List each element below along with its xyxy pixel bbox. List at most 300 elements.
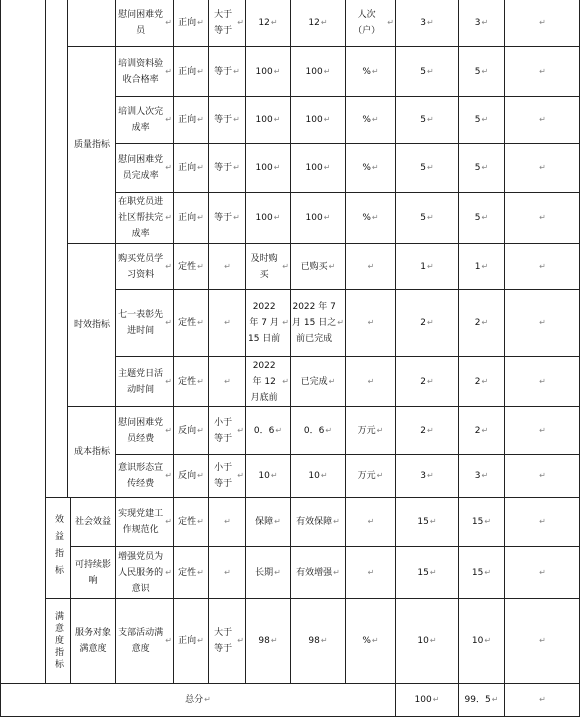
target-cell xyxy=(246,547,290,598)
score-cell xyxy=(459,498,504,546)
score-cell xyxy=(459,547,504,598)
direction-cell xyxy=(174,455,208,497)
return-mark: ↵ xyxy=(224,318,231,327)
return-mark: ↵ xyxy=(427,425,434,435)
target-text: 100 xyxy=(255,115,273,125)
return-mark: ↵ xyxy=(197,318,204,327)
score-cell xyxy=(459,47,504,96)
direction-cell xyxy=(174,47,208,96)
return-mark: ↵ xyxy=(320,18,328,27)
operator-cell xyxy=(209,144,245,192)
note-cell xyxy=(505,47,579,96)
return-mark: ↵ xyxy=(197,425,204,435)
actual-text: 已完成 xyxy=(300,376,328,387)
return-mark: ↵ xyxy=(427,261,434,271)
return-mark: ↵ xyxy=(224,567,231,577)
indicator-text: 慰问困难党员 xyxy=(118,10,164,36)
level2-service-label: 服务对象满意度 xyxy=(75,628,112,654)
indicator-cell xyxy=(116,357,173,406)
direction-cell xyxy=(174,244,208,289)
weight-cell xyxy=(396,290,458,356)
return-mark: ↵ xyxy=(376,471,384,480)
weight-cell xyxy=(396,357,458,406)
target-cell xyxy=(246,97,290,143)
score-text: 2 xyxy=(474,376,481,387)
weight-text: 5 xyxy=(420,115,427,125)
indicator-text: 在职党员进社区帮扶完成率 xyxy=(118,197,164,239)
direction-cell xyxy=(174,97,208,143)
target-cell xyxy=(246,407,290,454)
return-mark: ↵ xyxy=(539,567,546,577)
score-text: 10 xyxy=(471,636,484,646)
operator-cell xyxy=(209,599,245,683)
target-text: 100 xyxy=(255,213,273,223)
level2-sustainable xyxy=(74,547,112,598)
actual-cell xyxy=(291,244,345,289)
return-mark: ↵ xyxy=(197,18,204,27)
return-mark: ↵ xyxy=(539,318,546,327)
indicator-cell xyxy=(116,407,173,454)
unit-text: % xyxy=(362,636,371,646)
return-mark: ↵ xyxy=(273,213,281,222)
actual-text: 有效增强 xyxy=(296,567,333,578)
indicator-cell xyxy=(116,0,173,46)
indicator-cell xyxy=(116,144,173,192)
operator-cell xyxy=(209,357,245,406)
direction-text: 定性 xyxy=(178,567,197,578)
return-mark: ↵ xyxy=(333,567,340,577)
actual-cell xyxy=(291,97,345,143)
return-mark: ↵ xyxy=(539,115,546,124)
return-mark: ↵ xyxy=(427,18,434,27)
return-mark: ↵ xyxy=(165,213,172,222)
return-mark: ↵ xyxy=(429,517,437,526)
operator-text: 大于等于 xyxy=(214,10,233,36)
unit-cell xyxy=(346,599,395,683)
return-mark: ↵ xyxy=(484,636,492,645)
return-mark: ↵ xyxy=(237,636,244,645)
return-mark: ↵ xyxy=(367,517,375,526)
target-cell xyxy=(246,455,290,497)
return-mark: ↵ xyxy=(427,66,434,76)
indicator-text: 增强党员为人民服务的意识 xyxy=(118,551,164,594)
indicator-text: 实现党建工作规范化 xyxy=(118,509,164,535)
actual-text: 已购买 xyxy=(300,261,328,272)
indicator-text: 支部活动满意度 xyxy=(118,628,164,654)
actual-cell xyxy=(291,47,345,96)
target-cell xyxy=(246,144,290,192)
score-text: 2 xyxy=(474,318,481,328)
return-mark: ↵ xyxy=(539,18,546,27)
operator-cell xyxy=(209,290,245,356)
return-mark: ↵ xyxy=(539,66,546,76)
operator-cell xyxy=(209,193,245,243)
weight-cell xyxy=(396,0,458,46)
note-cell xyxy=(505,144,579,192)
return-mark: ↵ xyxy=(273,66,281,76)
indicator-cell xyxy=(116,47,173,96)
operator-text: 小于等于 xyxy=(214,463,233,489)
actual-cell xyxy=(291,455,345,497)
target-cell xyxy=(246,599,290,683)
unit-cell xyxy=(346,290,395,356)
return-mark: ↵ xyxy=(165,636,172,645)
direction-cell xyxy=(174,290,208,356)
indicator-cell xyxy=(116,455,173,497)
level1-satisfaction xyxy=(46,599,70,683)
score-cell xyxy=(459,407,504,454)
return-mark: ↵ xyxy=(275,425,283,435)
indicator-cell xyxy=(116,547,173,598)
actual-cell xyxy=(291,0,345,46)
weight-text: 15 xyxy=(417,567,429,578)
actual-text: 100 xyxy=(305,115,323,125)
target-text: 10 xyxy=(258,471,270,481)
indicator-text: 培训资料验收合格率 xyxy=(118,58,164,85)
return-mark: ↵ xyxy=(197,66,204,76)
direction-text: 定性 xyxy=(178,517,197,527)
indicator-cell xyxy=(116,244,173,289)
total-weight-cell xyxy=(396,684,458,716)
return-mark: ↵ xyxy=(491,695,499,704)
return-mark: ↵ xyxy=(197,115,204,124)
target-cell xyxy=(246,244,290,289)
target-text: 2022 年 12 月底前 xyxy=(250,360,278,403)
return-mark: ↵ xyxy=(233,163,240,172)
return-mark: ↵ xyxy=(197,213,204,222)
operator-text: 等于 xyxy=(214,163,233,173)
total-label-cell xyxy=(1,684,395,716)
score-cell xyxy=(459,357,504,406)
return-mark: ↵ xyxy=(224,517,231,526)
operator-cell xyxy=(209,0,245,46)
unit-cell xyxy=(346,0,395,46)
return-mark: ↵ xyxy=(165,261,172,271)
actual-cell xyxy=(291,357,345,406)
score-text: 3 xyxy=(474,18,481,28)
operator-cell xyxy=(209,547,245,598)
return-mark: ↵ xyxy=(539,376,546,386)
return-mark: ↵ xyxy=(282,318,289,327)
unit-text: % xyxy=(362,66,371,77)
actual-text: 98 xyxy=(308,636,320,646)
target-cell xyxy=(246,357,290,406)
weight-cell xyxy=(396,599,458,683)
return-mark: ↵ xyxy=(237,471,244,480)
return-mark: ↵ xyxy=(481,163,489,172)
return-mark: ↵ xyxy=(323,115,331,124)
unit-cell xyxy=(346,455,395,497)
note-cell xyxy=(505,547,579,598)
level2-quality-label: 质量指标 xyxy=(73,140,110,150)
level2-cost-label: 成本指标 xyxy=(73,447,110,457)
direction-cell xyxy=(174,547,208,598)
return-mark: ↵ xyxy=(367,376,375,386)
weight-cell xyxy=(396,547,458,598)
indicator-cell xyxy=(116,498,173,546)
return-mark: ↵ xyxy=(484,567,492,577)
direction-text: 正向 xyxy=(178,115,197,125)
return-mark: ↵ xyxy=(481,425,489,435)
return-mark: ↵ xyxy=(328,376,336,386)
direction-text: 定性 xyxy=(178,261,197,272)
direction-cell xyxy=(174,599,208,683)
weight-text: 3 xyxy=(420,471,427,481)
target-cell xyxy=(246,290,290,356)
indicator-text: 培训人次完成率 xyxy=(118,107,164,133)
note-cell xyxy=(505,407,579,454)
return-mark: ↵ xyxy=(376,425,384,435)
return-mark: ↵ xyxy=(427,213,434,222)
target-text: 100 xyxy=(255,66,273,77)
target-text: 长期 xyxy=(255,567,274,578)
direction-cell xyxy=(174,0,208,46)
unit-text: 人次（户） xyxy=(353,10,381,36)
return-mark: ↵ xyxy=(371,636,379,645)
weight-cell xyxy=(396,455,458,497)
return-mark: ↵ xyxy=(237,18,244,27)
return-mark: ↵ xyxy=(320,471,328,480)
direction-cell xyxy=(174,498,208,546)
level2-sustainable-label: 可持续影响 xyxy=(75,559,112,586)
return-mark: ↵ xyxy=(539,213,546,222)
operator-cell xyxy=(209,47,245,96)
return-mark: ↵ xyxy=(427,318,434,327)
weight-text: 2 xyxy=(420,425,427,436)
return-mark: ↵ xyxy=(539,517,546,526)
unit-cell xyxy=(346,47,395,96)
target-text: 及时购买 xyxy=(250,253,278,280)
return-mark: ↵ xyxy=(273,163,281,172)
indicator-cell xyxy=(116,97,173,143)
weight-cell xyxy=(396,407,458,454)
score-cell xyxy=(459,599,504,683)
return-mark: ↵ xyxy=(367,318,375,327)
return-mark: ↵ xyxy=(197,567,204,577)
operator-cell xyxy=(209,407,245,454)
score-text: 5 xyxy=(474,163,481,173)
weight-text: 5 xyxy=(420,163,427,173)
operator-cell xyxy=(209,244,245,289)
return-mark: ↵ xyxy=(325,425,333,435)
direction-text: 正向 xyxy=(178,18,197,28)
score-text: 5 xyxy=(474,213,481,223)
actual-text: 100 xyxy=(305,163,323,173)
weight-text: 5 xyxy=(420,66,427,77)
actual-text: 有效保障 xyxy=(296,517,333,527)
level2-timeliness-label: 时效指标 xyxy=(73,320,110,330)
return-mark: ↵ xyxy=(337,318,344,327)
return-mark: ↵ xyxy=(197,376,204,386)
weight-text: 10 xyxy=(417,636,429,646)
return-mark: ↵ xyxy=(165,425,172,435)
level2-social-label: 社会效益 xyxy=(75,517,112,527)
return-mark: ↵ xyxy=(539,425,546,435)
target-cell xyxy=(246,193,290,243)
target-text: 保障 xyxy=(255,517,274,527)
indicator-cell xyxy=(116,193,173,243)
direction-text: 反向 xyxy=(178,471,197,481)
weight-text: 5 xyxy=(420,213,427,223)
weight-text: 2 xyxy=(420,318,427,328)
return-mark: ↵ xyxy=(432,695,440,704)
unit-cell xyxy=(346,547,395,598)
score-text: 5 xyxy=(474,66,481,77)
return-mark: ↵ xyxy=(274,517,281,526)
weight-text: 1 xyxy=(420,261,427,272)
indicator-text: 慰问困难党员完成率 xyxy=(118,155,164,181)
level2-timeliness xyxy=(72,244,112,406)
return-mark: ↵ xyxy=(387,18,394,27)
return-mark: ↵ xyxy=(481,213,489,222)
unit-text: 万元 xyxy=(357,471,376,481)
return-mark: ↵ xyxy=(165,517,172,526)
unit-text: % xyxy=(362,115,371,125)
return-mark: ↵ xyxy=(427,471,434,480)
total-weight: 100 xyxy=(414,695,432,705)
return-mark: ↵ xyxy=(282,261,289,271)
operator-cell xyxy=(209,498,245,546)
note-cell xyxy=(505,290,579,356)
operator-cell xyxy=(209,97,245,143)
return-mark: ↵ xyxy=(481,115,489,124)
unit-cell xyxy=(346,144,395,192)
total-score: 99．5 xyxy=(464,695,491,705)
return-mark: ↵ xyxy=(539,261,546,271)
return-mark: ↵ xyxy=(197,163,204,172)
return-mark: ↵ xyxy=(481,318,489,327)
return-mark: ↵ xyxy=(367,261,375,271)
note-cell xyxy=(505,357,579,406)
score-cell xyxy=(459,244,504,289)
weight-text: 15 xyxy=(417,517,429,527)
score-cell xyxy=(459,97,504,143)
return-mark: ↵ xyxy=(197,471,204,480)
actual-cell xyxy=(291,193,345,243)
direction-text: 正向 xyxy=(178,66,197,77)
indicator-text: 主题党日活动时间 xyxy=(118,368,164,395)
return-mark: ↵ xyxy=(429,567,437,577)
unit-cell xyxy=(346,193,395,243)
return-mark: ↵ xyxy=(371,66,379,76)
actual-cell xyxy=(291,498,345,546)
operator-text: 等于 xyxy=(214,66,233,77)
indicator-text: 购买党员学习资料 xyxy=(118,253,164,280)
return-mark: ↵ xyxy=(165,318,172,327)
return-mark: ↵ xyxy=(165,471,172,480)
score-cell xyxy=(459,144,504,192)
level1-benefit xyxy=(46,498,70,598)
level1-satisfaction-label: 满意度指标 xyxy=(53,611,63,671)
actual-text: 100 xyxy=(305,66,323,77)
return-mark: ↵ xyxy=(484,517,492,526)
indicator-text: 七一表彰先进时间 xyxy=(118,310,164,336)
actual-text: 2022 年 7 月 15 日之前已完成 xyxy=(292,302,337,344)
return-mark: ↵ xyxy=(233,213,240,222)
indicator-text: 意识形态宣传经费 xyxy=(118,463,164,489)
return-mark: ↵ xyxy=(427,115,434,124)
target-text: 0．6 xyxy=(253,425,275,436)
direction-text: 正向 xyxy=(178,163,197,173)
target-cell xyxy=(246,498,290,546)
level2-social xyxy=(74,498,112,546)
total-note-cell xyxy=(505,684,579,716)
direction-cell xyxy=(174,357,208,406)
return-mark: ↵ xyxy=(481,18,489,27)
return-mark: ↵ xyxy=(481,471,489,480)
weight-cell xyxy=(396,47,458,96)
direction-text: 正向 xyxy=(178,636,197,646)
actual-text: 0．6 xyxy=(303,425,325,436)
return-mark: ↵ xyxy=(481,376,489,386)
actual-cell xyxy=(291,599,345,683)
unit-cell xyxy=(346,407,395,454)
unit-text: % xyxy=(362,213,371,223)
score-cell xyxy=(459,193,504,243)
direction-text: 定性 xyxy=(178,376,197,387)
return-mark: ↵ xyxy=(237,425,244,435)
score-cell xyxy=(459,455,504,497)
return-mark: ↵ xyxy=(270,471,278,480)
return-mark: ↵ xyxy=(165,115,172,124)
weight-cell xyxy=(396,97,458,143)
operator-cell xyxy=(209,455,245,497)
return-mark: ↵ xyxy=(224,376,231,386)
return-mark: ↵ xyxy=(367,567,375,577)
level2-cost xyxy=(72,407,112,497)
score-text: 15 xyxy=(471,517,484,527)
return-mark: ↵ xyxy=(165,376,172,386)
return-mark: ↵ xyxy=(328,261,336,271)
operator-text: 等于 xyxy=(214,213,233,223)
indicator-cell xyxy=(116,599,173,683)
return-mark: ↵ xyxy=(427,163,434,172)
target-text: 12 xyxy=(258,18,270,28)
unit-text: % xyxy=(362,163,371,173)
return-mark: ↵ xyxy=(371,115,379,124)
target-text: 100 xyxy=(255,163,273,173)
weight-text: 3 xyxy=(420,18,427,28)
target-cell xyxy=(246,47,290,96)
unit-cell xyxy=(346,357,395,406)
weight-cell xyxy=(396,244,458,289)
return-mark: ↵ xyxy=(233,115,240,124)
actual-cell xyxy=(291,144,345,192)
direction-cell xyxy=(174,407,208,454)
return-mark: ↵ xyxy=(323,163,331,172)
direction-text: 定性 xyxy=(178,318,197,328)
weight-cell xyxy=(396,193,458,243)
return-mark: ↵ xyxy=(427,376,434,386)
level2-service xyxy=(74,599,112,683)
return-mark: ↵ xyxy=(371,213,379,222)
total-label: 总分 xyxy=(185,695,204,705)
return-mark: ↵ xyxy=(282,376,289,386)
direction-cell xyxy=(174,193,208,243)
score-text: 15 xyxy=(471,567,484,578)
return-mark: ↵ xyxy=(539,163,546,172)
return-mark: ↵ xyxy=(274,567,281,577)
return-mark: ↵ xyxy=(429,636,437,645)
return-mark: ↵ xyxy=(539,695,546,704)
return-mark: ↵ xyxy=(371,163,379,172)
note-cell xyxy=(505,599,579,683)
return-mark: ↵ xyxy=(165,66,172,76)
total-score-cell xyxy=(459,684,504,716)
return-mark: ↵ xyxy=(323,66,331,76)
operator-text: 等于 xyxy=(214,115,233,125)
actual-cell xyxy=(291,407,345,454)
